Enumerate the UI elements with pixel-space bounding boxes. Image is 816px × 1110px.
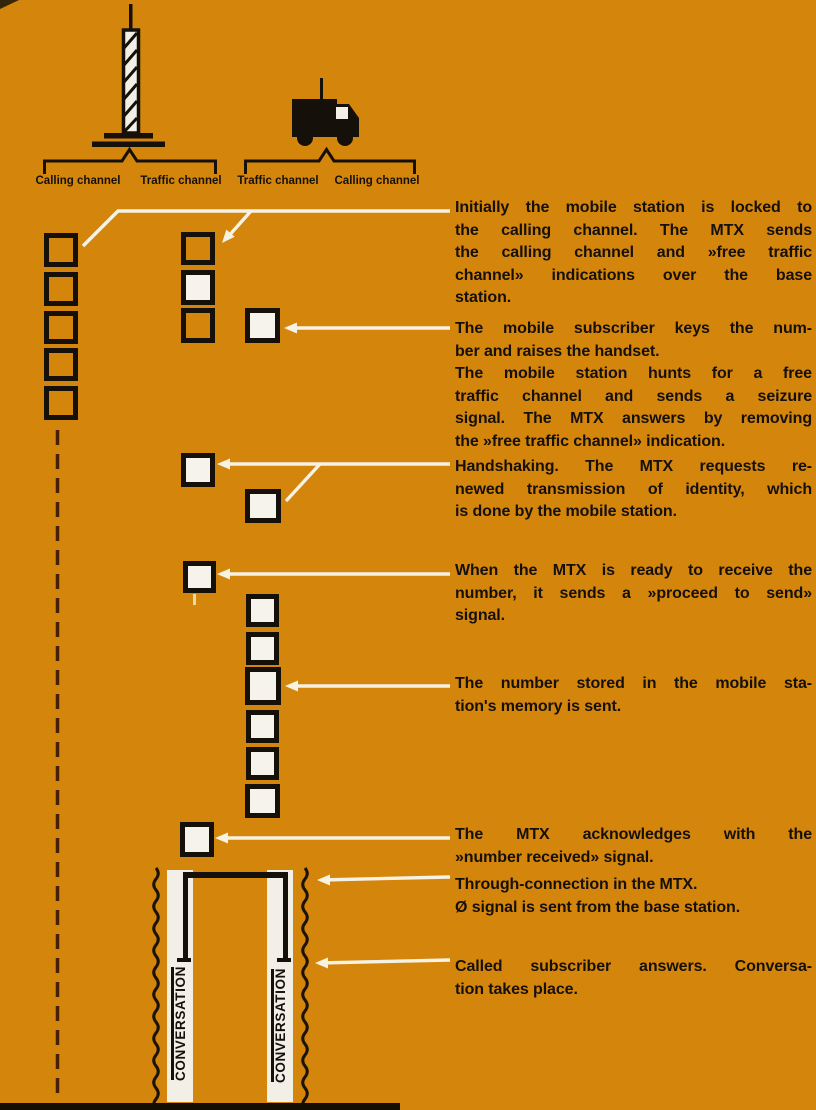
signal-square-orange	[44, 386, 78, 420]
paragraph-line: The mobile subscriber keys the num-	[455, 320, 812, 337]
arrowhead	[284, 323, 297, 334]
signal-square-white	[181, 453, 215, 487]
label-base-traffic-channel: Traffic channel	[140, 175, 222, 187]
annotation-paragraph	[455, 456, 812, 524]
signal-square-orange	[44, 311, 78, 344]
paragraph-line: The MTX acknowledges with the	[455, 826, 812, 843]
arrowhead	[217, 569, 230, 580]
annotation-paragraph	[455, 197, 812, 310]
arrowhead	[285, 681, 298, 692]
paragraph-line: newed transmission of identity, which	[455, 480, 812, 498]
label-mobile-traffic-channel: Traffic channel	[237, 175, 319, 187]
signal-square-white	[245, 667, 281, 705]
through-connection-right-leg	[283, 872, 288, 959]
conversation-text-base: CONVERSATION	[173, 966, 188, 1082]
signal-square-orange	[181, 308, 215, 343]
right-leg-end-tick	[277, 958, 291, 962]
signal-square-orange	[44, 272, 78, 306]
truck-icon	[292, 78, 359, 146]
paragraph-line: is done by the mobile station.	[455, 503, 677, 521]
paragraph-line: The number stored in the mobile sta-	[455, 675, 812, 692]
paragraph-line: traffic channel and sends a seizure	[455, 387, 812, 405]
paragraph-line: ber and raises the handset.	[455, 342, 660, 360]
arrowhead	[317, 875, 330, 886]
paragraph-line: When the MTX is ready to receive the	[455, 562, 812, 579]
mobile-station-bracket	[246, 150, 415, 175]
scan-bottom-edge	[0, 1103, 400, 1110]
paragraph-line: channel» indications over the base	[455, 266, 812, 284]
paragraph-line: the »free traffic channel» indication.	[455, 432, 726, 450]
paragraph-line: Through-connection in the MTX.	[455, 876, 698, 893]
annotation-paragraph	[455, 874, 812, 919]
signal-square-white	[183, 561, 216, 593]
signal-square-white	[245, 489, 281, 523]
arrowhead	[217, 459, 230, 470]
signal-square-white	[246, 710, 279, 743]
through-connection-top-bar	[183, 872, 288, 878]
conversation-rule-base	[171, 967, 174, 1080]
paragraph-line: number, it sends a »proceed to send»	[455, 584, 812, 602]
paragraph-line: tion takes place.	[455, 980, 578, 998]
label-mobile-calling-channel: Calling channel	[334, 175, 420, 187]
label-base-calling-channel: Calling channel	[35, 175, 121, 187]
paragraph-line: Handshaking. The MTX requests re-	[455, 458, 812, 475]
arrowhead	[315, 958, 328, 969]
annotation-paragraph	[455, 956, 812, 1001]
paragraph-line: »number received» signal.	[455, 848, 654, 866]
base-station-bracket	[45, 150, 216, 175]
paragraph-line: Initially the mobile station is locked to	[455, 199, 812, 216]
paragraph-line: Ø signal is sent from the base station.	[455, 898, 741, 916]
signal-square-orange	[44, 348, 78, 381]
small-tick-mark	[193, 594, 196, 605]
signal-square-white	[181, 270, 215, 305]
radio-tower-icon	[92, 4, 165, 147]
annotation-paragraph	[455, 673, 812, 718]
paragraph-line: the calling channel and »free traffic	[455, 244, 812, 262]
paragraph-line: the calling channel. The MTX sends	[455, 221, 812, 239]
scan-edge-artifact	[0, 0, 19, 9]
arrowhead	[215, 833, 228, 844]
paragraph-line: tion's memory is sent.	[455, 697, 622, 715]
annotation-paragraph	[455, 824, 812, 869]
paragraph-line: signal.	[455, 607, 505, 625]
annotation-paragraph	[455, 318, 812, 454]
annotation-paragraph	[455, 560, 812, 628]
signal-square-white	[246, 632, 279, 665]
signal-square-white	[180, 822, 214, 857]
signal-square-white	[246, 747, 279, 780]
arrowhead	[222, 230, 235, 243]
signal-square-white	[246, 594, 279, 627]
paragraph-line: The mobile station hunts for a free	[455, 365, 812, 383]
through-connection-left-leg	[183, 872, 188, 959]
signal-square-orange	[181, 232, 215, 265]
conversation-text-mobile: CONVERSATION	[273, 968, 288, 1084]
signal-square-white	[245, 784, 280, 818]
conversation-rule-mobile	[271, 969, 274, 1082]
paragraph-line: Called subscriber answers. Conversa-	[455, 958, 812, 975]
paragraph-line: signal. The MTX answers by removing	[455, 410, 812, 428]
signal-square-orange	[44, 233, 78, 267]
left-leg-end-tick	[177, 958, 191, 962]
signal-square-white	[245, 308, 280, 343]
paragraph-line: station.	[455, 289, 512, 307]
